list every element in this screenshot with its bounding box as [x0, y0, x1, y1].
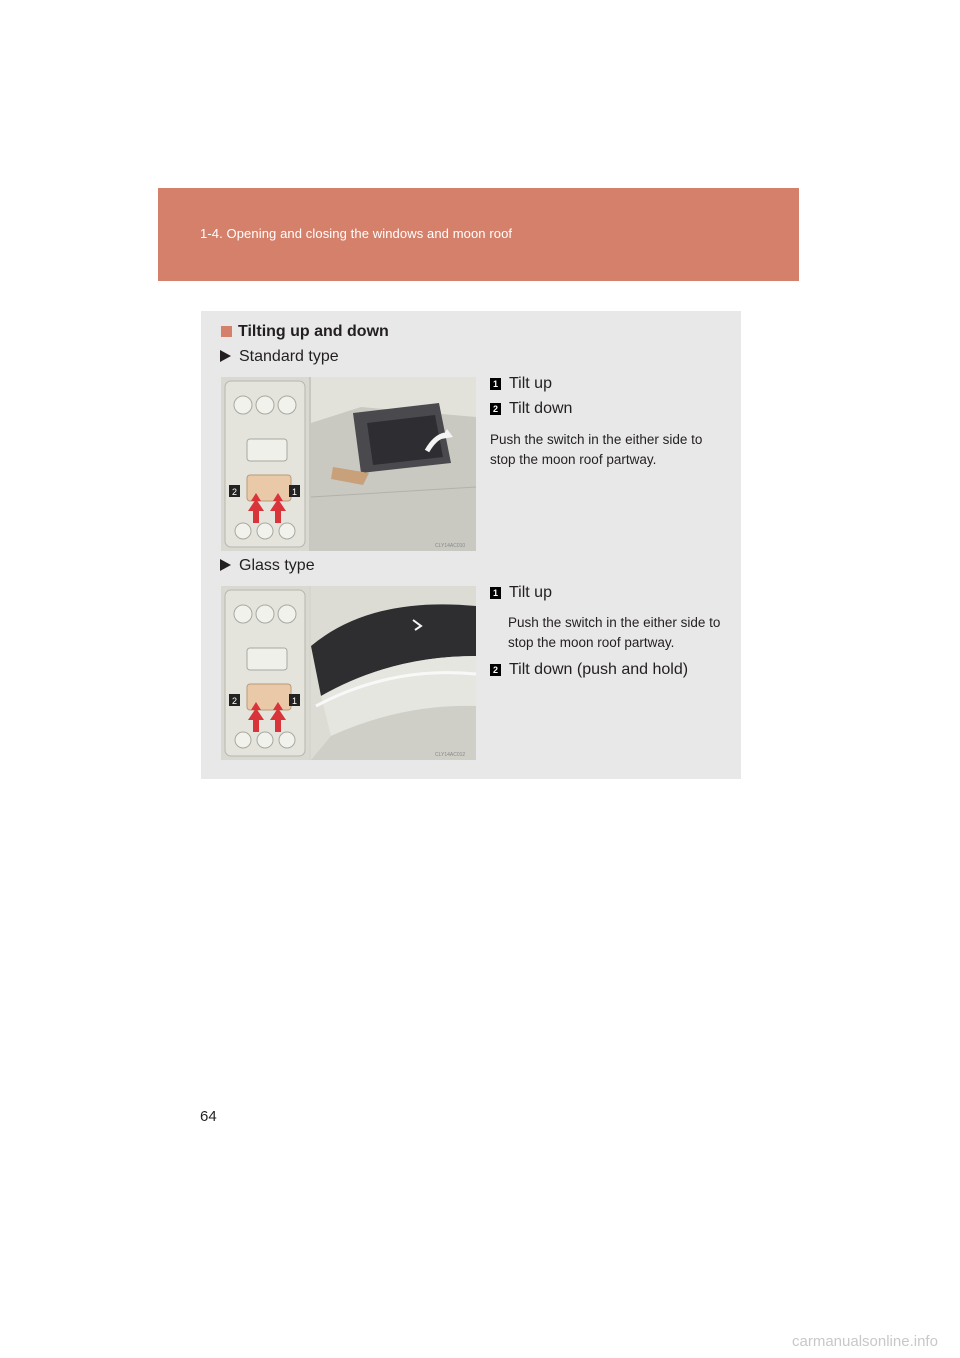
svg-text:1: 1	[291, 696, 298, 706]
footer-watermark: carmanualsonline.info	[792, 1333, 938, 1350]
heading	[221, 323, 389, 341]
photo-code: CLY14AC010	[435, 543, 466, 549]
triangle-bullet-icon	[220, 350, 231, 362]
svg-text:2: 2	[231, 696, 238, 706]
step-number-icon: 2	[490, 664, 501, 676]
section-title: 1-4. Opening and closing the windows and moon roof	[200, 226, 513, 241]
glass-type-label	[220, 557, 315, 575]
step-number-icon: 1	[490, 587, 501, 599]
step-text: Tilt down (push and hold)	[509, 661, 689, 678]
standard-type-text: Standard type	[239, 348, 339, 365]
step-text: Tilt up	[509, 375, 552, 392]
glass-step-1	[490, 584, 552, 602]
svg-text:2: 2	[231, 487, 238, 497]
standard-step-1	[490, 375, 552, 393]
step-text: Tilt up	[509, 584, 552, 601]
heading-text: Tilting up and down	[238, 323, 389, 340]
step-number-icon: 1	[490, 378, 501, 390]
standard-type-photo	[221, 377, 476, 551]
standard-note: Push the switch in the either side to stop the moon roof partway.	[490, 432, 703, 467]
standard-type-label	[220, 348, 339, 366]
step-text: Tilt down	[509, 400, 573, 417]
square-bullet-icon	[221, 326, 232, 337]
standard-step-2	[490, 400, 572, 418]
svg-text:1: 1	[291, 487, 298, 497]
photo-code: CLY14AC012	[435, 752, 466, 758]
glass-note: Push the switch in the either side to stop the moon roof partway.	[508, 615, 721, 650]
glass-step-2	[490, 661, 688, 679]
glass-type-photo	[221, 586, 476, 760]
step-number-icon: 2	[490, 403, 501, 415]
glass-type-text: Glass type	[239, 557, 315, 574]
header-band	[158, 188, 799, 281]
triangle-bullet-icon	[220, 559, 231, 571]
content-panel	[201, 311, 741, 779]
page-number: 64	[200, 1108, 217, 1125]
